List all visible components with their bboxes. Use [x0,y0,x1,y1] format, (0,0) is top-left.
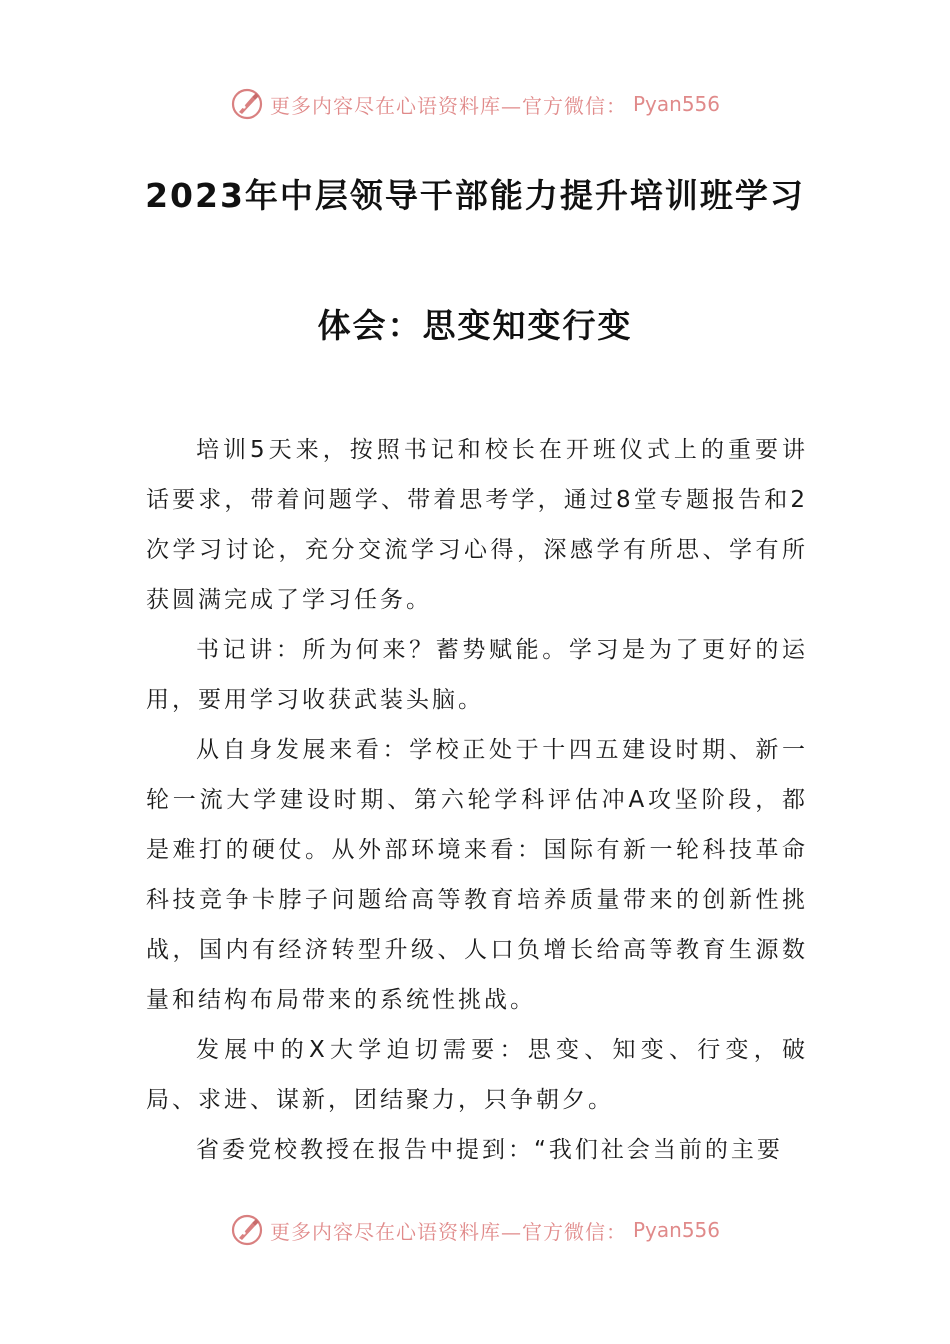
pen-nib-circle-icon [230,1213,264,1247]
watermark-wechat-id: Pyan556 [632,1218,720,1242]
paragraph: 从自身发展来看：学校正处于十四五建设时期、新一轮一流大学建设时期、第六轮学科评估冲A攻坚阶段，都是难打的硬仗。从外部环境来看：国际有新一轮科技革命科技竞争卡脖子问题给高等教育培养质量带来的创新性挑战，国内有经济转型升级、人口负增长给高等教育生源数量和结构布局带来的系统性挑战。 [146,737,808,1013]
paragraph: 省委党校教授在报告中提到：“我们社会当前的主要 [196,1137,783,1163]
paragraph: 书记讲：所为何来？蓄势赋能。学习是为了更好的运用，要用学习收获武装头脑。 [146,637,808,713]
document-title-line-1: 2023年中层领导干部能力提升培训班学习 [145,176,805,215]
watermark-text: 更多内容尽在心语资料库—官方微信： [269,1219,627,1244]
watermark-text: 更多内容尽在心语资料库—官方微信： [269,93,627,118]
document-title-line-2: 体会：思变知变行变 [317,306,633,345]
watermark-header [0,84,950,124]
paragraph: 培训5天来，按照书记和校长在开班仪式上的重要讲话要求，带着问题学、带着思考学，通过8堂专题报告和2次学习讨论，充分交流学习心得，深感学有所思、学有所获圆满完成了学习任务。 [146,437,808,613]
watermark-footer [0,1210,950,1250]
document-body [146,425,808,1175]
paragraph: 发展中的X大学迫切需要：思变、知变、行变，破局、求进、谋新，团结聚力，只争朝夕。 [146,1037,808,1113]
pen-nib-circle-icon [230,87,264,121]
watermark-wechat-id: Pyan556 [632,92,720,116]
